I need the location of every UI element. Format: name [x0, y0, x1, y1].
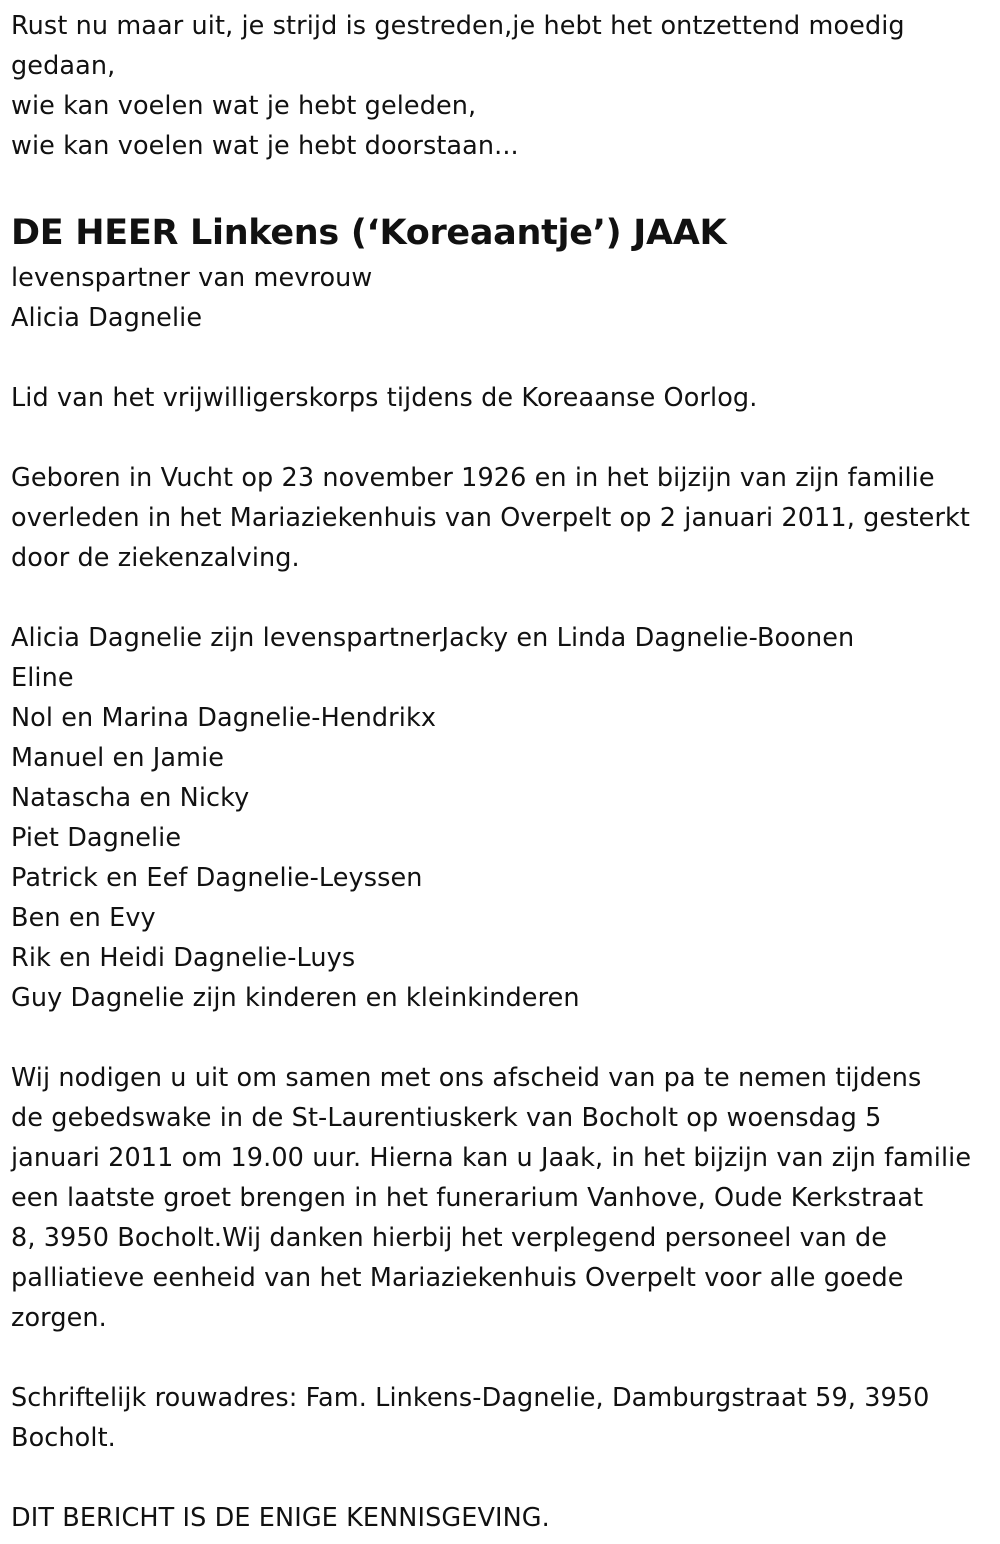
notice-line: DIT BERICHT IS DE ENIGE KENNISGEVING.: [11, 1503, 550, 1533]
deceased-name-heading: DE HEER Linkens (‘Koreaantje’) JAAK: [11, 213, 727, 253]
invitation-line: zorgen.: [11, 1303, 107, 1333]
birth-death-line: door de ziekenzalving.: [11, 543, 300, 573]
partner-name: Alicia Dagnelie: [11, 303, 203, 333]
notice: [11, 1498, 986, 1538]
address-line: Bocholt.: [11, 1423, 116, 1453]
poem-line: wie kan voelen wat je hebt geleden,: [11, 91, 477, 121]
poem: [11, 6, 986, 166]
invitation-line: Wij nodigen u uit om samen met ons afscheid van pa te nemen tijdens: [11, 1063, 922, 1093]
spacer: [11, 1018, 986, 1058]
service-note: [11, 378, 986, 418]
poem-line: wie kan voelen wat je hebt doorstaan...: [11, 131, 519, 161]
family-list: [11, 618, 986, 1018]
invitation-line: 8, 3950 Bocholt.Wij danken hierbij het verplegend personeel van de: [11, 1223, 888, 1253]
spacer: [11, 1458, 986, 1498]
family-member: Ben en Evy: [11, 903, 156, 933]
family-member: Patrick en Eef Dagnelie-Leyssen: [11, 863, 423, 893]
family-member: Natascha en Nicky: [11, 783, 250, 813]
spacer: [11, 166, 986, 206]
spacer: [11, 418, 986, 458]
service-line: Lid van het vrijwilligerskorps tijdens de Koreaanse Oorlog.: [11, 383, 758, 413]
invitation-line: palliatieve eenheid van het Mariaziekenhuis Overpelt voor alle goede: [11, 1263, 904, 1293]
invitation-line: de gebedswake in de St-Laurentiuskerk van Bocholt op woensdag 5: [11, 1103, 882, 1133]
family-member: Nol en Marina Dagnelie-Hendrikx: [11, 703, 437, 733]
invitation-paragraph: [11, 1058, 986, 1338]
birth-death-line: Geboren in Vucht op 23 november 1926 en in het bijzijn van zijn familie: [11, 463, 935, 493]
family-member: Alicia Dagnelie zijn levenspartnerJacky en Linda Dagnelie-Boonen: [11, 623, 855, 653]
deceased-block: [11, 210, 986, 338]
spacer: [11, 578, 986, 618]
family-member: Eline: [11, 663, 74, 693]
family-member: Guy Dagnelie zijn kinderen en kleinkinderen: [11, 983, 580, 1013]
poem-line: Rust nu maar uit, je strijd is gestreden,je hebt het ontzettend moedig: [11, 11, 905, 41]
invitation-line: januari 2011 om 19.00 uur. Hierna kan u Jaak, in het bijzijn van zijn familie: [11, 1143, 972, 1173]
address-line: Schriftelijk rouwadres: Fam. Linkens-Dagnelie, Damburgstraat 59, 3950: [11, 1383, 930, 1413]
poem-line: gedaan,: [11, 51, 116, 81]
family-member: Piet Dagnelie: [11, 823, 182, 853]
birth-death-line: overleden in het Mariaziekenhuis van Overpelt op 2 januari 2011, gesterkt: [11, 503, 971, 533]
birth-death-paragraph: [11, 458, 986, 578]
family-member: Rik en Heidi Dagnelie-Luys: [11, 943, 356, 973]
mourning-address: [11, 1378, 986, 1458]
spacer: [11, 1338, 986, 1378]
partner-line: levenspartner van mevrouw: [11, 263, 373, 293]
family-member: Manuel en Jamie: [11, 743, 225, 773]
spacer: [11, 338, 986, 378]
invitation-line: een laatste groet brengen in het funerarium Vanhove, Oude Kerkstraat: [11, 1183, 924, 1213]
